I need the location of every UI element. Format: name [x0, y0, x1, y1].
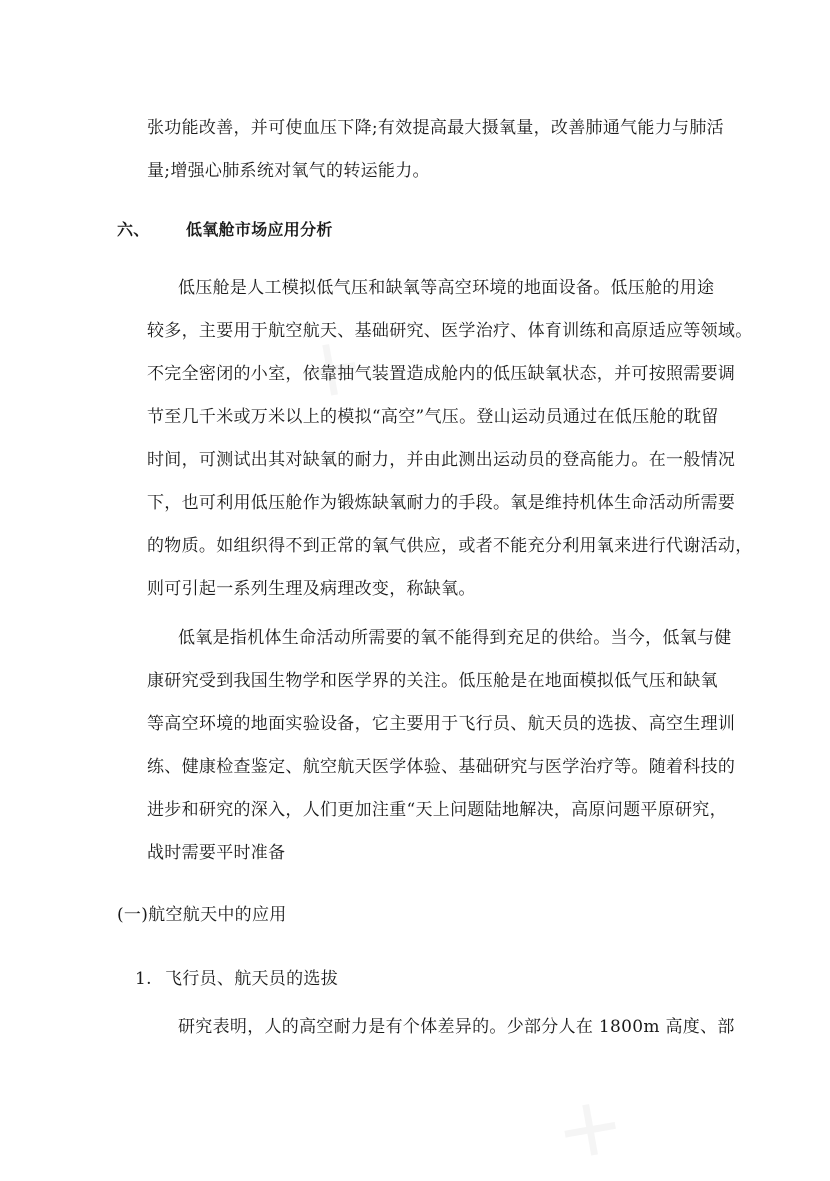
paragraph-line: 战时需要平时准备 — [147, 843, 286, 863]
paragraph-line: 节至几千米或万米以上的模拟“高空”气压。登山运动员通过在低压舱的耽留 — [147, 407, 719, 427]
paragraph-line: 研究表明，人的高空耐力是有个体差异的。少部分人在 1800m 高度、部 — [178, 1017, 735, 1037]
paragraph-line: 进步和研究的深入，人们更加注重“天上问题陆地解决，高原问题平原研究， — [147, 800, 727, 820]
paragraph-line: 低压舱是人工模拟低气压和缺氧等高空环境的地面设备。低压舱的用途 — [178, 278, 715, 298]
paragraph-line: 不完全密闭的小室，依靠抽气装置造成舱内的低压缺氧状态，并可按照需要调 — [147, 364, 736, 384]
watermark-decoration: ✕ — [281, 320, 377, 422]
paragraph-line: 等高空环境的地面实验设备，它主要用于飞行员、航天员的选拔、高空生理训 — [147, 714, 736, 734]
list-item-text: 飞行员、航天员的选拔 — [165, 969, 338, 989]
paragraph-line: 较多，主要用于航空航天、基础研究、医学治疗、体育训练和高原适应等领域。 — [147, 321, 753, 341]
section-number: 六、 — [117, 220, 150, 239]
paragraph-line: 的物质。如组织得不到正常的氧气供应，或者不能充分利用氧来进行代谢活动， — [147, 536, 753, 556]
paragraph-line: 时间，可测试出其对缺氧的耐力，并由此测出运动员的登高能力。在一般情况 — [147, 450, 736, 470]
paragraph-line: 练、健康检查鉴定、航空航天医学体验、基础研究与医学治疗等。随着科技的 — [147, 757, 736, 777]
paragraph-line: 低氧是指机体生命活动所需要的氧不能得到充足的供给。当今，低氧与健 — [178, 628, 732, 648]
section-title: 低氧舱市场应用分析 — [186, 220, 333, 239]
paragraph-line: 张功能改善，并可使血压下降;有效提高最大摄氧量，改善肺通气能力与肺活 — [147, 118, 724, 138]
paragraph-line: 则可引起一系列生理及病理改变，称缺氧。 — [147, 579, 476, 599]
paragraph-line: 康研究受到我国生物学和医学界的关注。低压舱是在地面模拟低气压和缺氧 — [147, 671, 718, 691]
paragraph-line: 量;增强心肺系统对氧气的转运能力。 — [147, 161, 430, 181]
subsection-heading: (一)航空航天中的应用 — [117, 905, 287, 925]
watermark-decoration: ✕ — [541, 1080, 637, 1181]
paragraph-line: 下，也可利用低压舱作为锻炼缺氧耐力的手段。氧是维持机体生命活动所需要 — [147, 493, 736, 513]
list-item-number: 1. — [135, 969, 152, 989]
